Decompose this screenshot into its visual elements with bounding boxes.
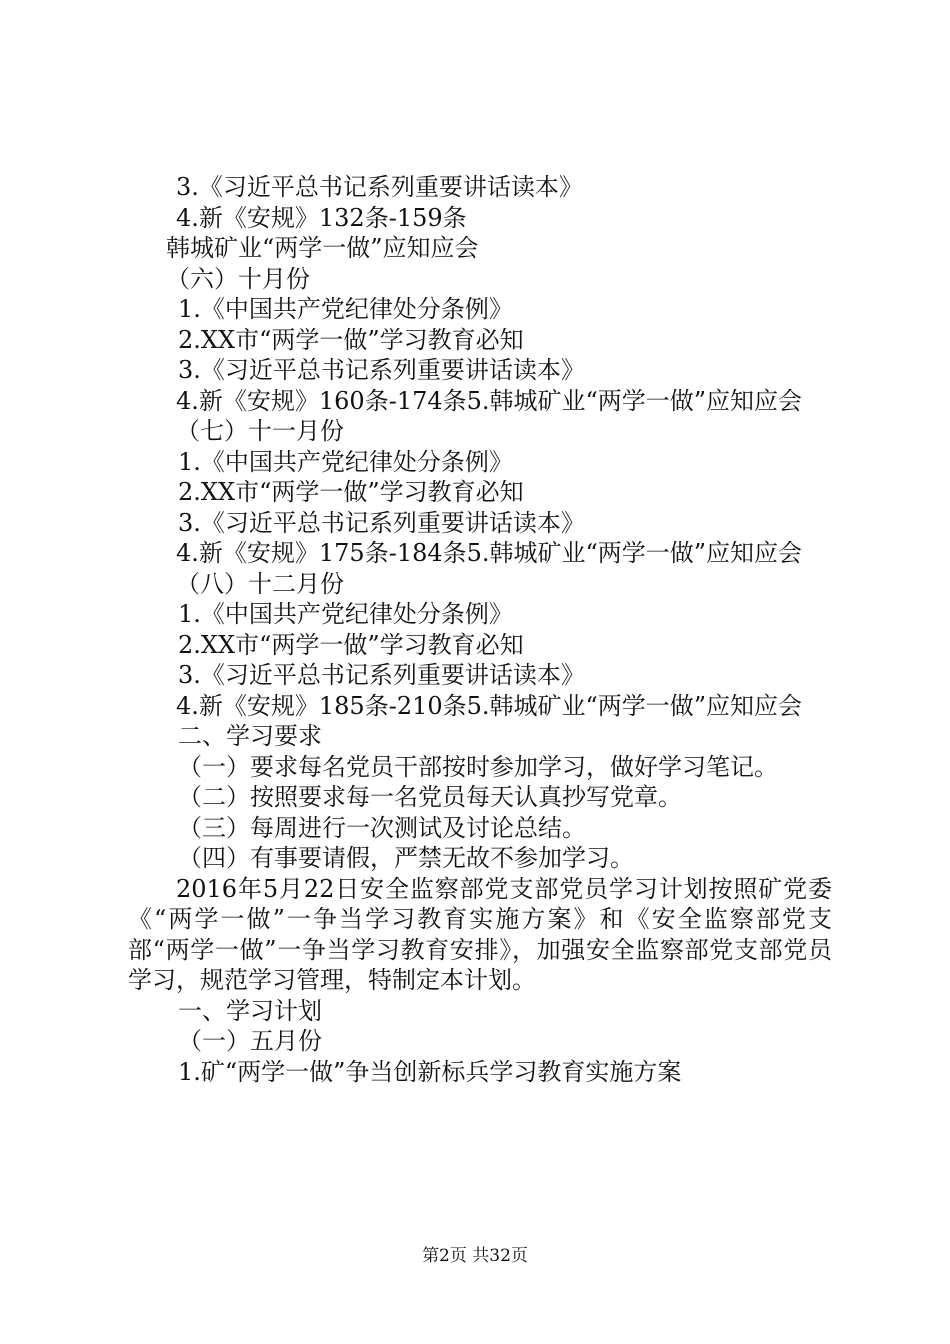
- text-line: （一）要求每名党员干部按时参加学习，做好学习笔记。: [178, 752, 778, 781]
- text-line: 3.《习近平总书记系列重要讲话读本》: [178, 356, 585, 384]
- text-line: 1.《中国共产党纪律处分条例》: [178, 600, 513, 628]
- text-line: 1.矿“两学一做”争当创新标兵学习教育实施方案: [178, 1057, 682, 1086]
- section-heading: （一）五月份: [178, 1027, 322, 1055]
- section-heading: （八）十二月份: [176, 569, 344, 598]
- page-footer: 第2页 共32页: [422, 1246, 528, 1266]
- text-line: 2.XX市“两学一做”学习教育必知: [178, 478, 524, 506]
- text-line: 3.《习近平总书记系列重要讲话读本》: [176, 173, 583, 201]
- section-heading: （七）十一月份: [176, 417, 344, 445]
- section-heading: （六）十月份: [166, 264, 310, 293]
- text-line: （二）按照要求每一名党员每天认真抄写党章。: [178, 783, 682, 811]
- text-line: 3.《习近平总书记系列重要讲话读本》: [178, 508, 585, 537]
- section-heading: 二、学习要求: [178, 722, 322, 750]
- text-paragraph: 4.新《安规》185条-210条5.韩城矿业“两学一做”应知应会: [176, 691, 803, 720]
- document-body: [128, 172, 832, 1087]
- text-line: 3.《习近平总书记系列重要讲话读本》: [178, 661, 585, 689]
- text-paragraph: 4.新《安规》175条-184条5.韩城矿业“两学一做”应知应会: [176, 539, 803, 567]
- text-line: 1.《中国共产党纪律处分条例》: [178, 295, 513, 323]
- section-heading: 一、学习计划: [178, 996, 322, 1025]
- text-line: 韩城矿业“两学一做”应知应会: [166, 234, 479, 262]
- text-line: 1.《中国共产党纪律处分条例》: [178, 447, 513, 476]
- text-line: 2.XX市“两学一做”学习教育必知: [178, 325, 524, 354]
- text-line: 4.新《安规》132条-159条: [176, 203, 467, 232]
- text-paragraph: 2016年5月22日安全监察部党支部党员学习计划按照矿党委《“两学一做”一争当学习教育实施方案》和《安全监察部党支部“两学一做”一争当学习教育安排》，加强安全监察部党支部党员学习，规范学习管理，特制定本计划。: [128, 874, 832, 994]
- text-line: 2.XX市“两学一做”学习教育必知: [178, 630, 524, 659]
- text-paragraph: 4.新《安规》160条-174条5.韩城矿业“两学一做”应知应会: [176, 386, 803, 415]
- text-line: （四）有事要请假，严禁无故不参加学习。: [178, 844, 634, 872]
- text-line: （三）每周进行一次测试及讨论总结。: [178, 813, 586, 842]
